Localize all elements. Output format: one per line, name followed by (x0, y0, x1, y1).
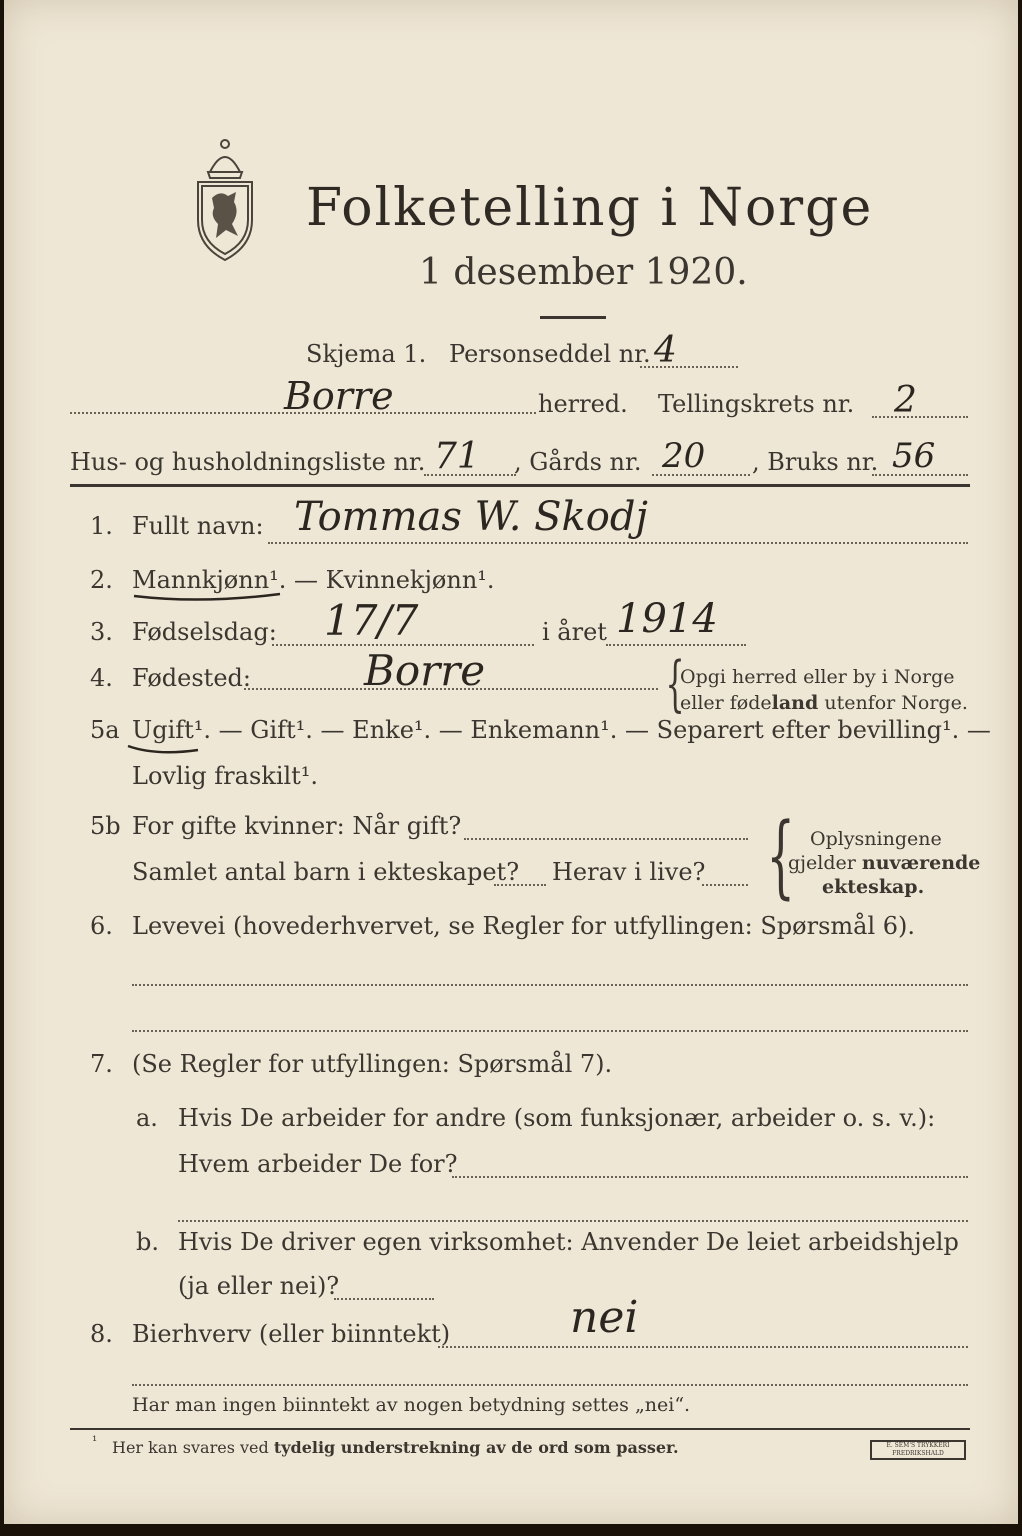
q5b-note3: ekteskap. (822, 876, 925, 898)
q5b-line2a: Samlet antal barn i ekteskapet? (132, 858, 520, 886)
q3-year-line (606, 644, 746, 646)
tellingskrets-value[interactable]: 2 (894, 380, 917, 421)
q7b-line2: (ja eller nei)? (178, 1272, 340, 1300)
q4-label: Fødested: (132, 664, 251, 692)
q8-line (438, 1346, 968, 1348)
q5b-line1: For gifte kvinner: Når gift? (132, 812, 462, 840)
q4-note-line1: Opgi herred eller by i Norge (680, 666, 955, 688)
q5a-underline-mark (126, 742, 200, 756)
q3-label: Fødselsdag: (132, 618, 277, 646)
printer-stamp: E. SEM'S TRYKKERI FREDRIKSHALD (870, 1440, 966, 1460)
q5b-alive-line (702, 884, 748, 886)
footer-note: Har man ingen biinntekt av nogen betydning settes „nei“. (132, 1394, 691, 1416)
q8-number: 8. (90, 1320, 113, 1348)
q5b-number: 5b (90, 812, 121, 840)
q8-label: Bierhverv (eller biinntekt) (132, 1320, 451, 1348)
q4-number: 4. (90, 664, 113, 692)
q5b-note1: Oplysningene (810, 828, 942, 850)
bruks-value[interactable]: 56 (892, 436, 936, 476)
q5b-brace: { (766, 804, 795, 909)
footnote-text: Her kan svares ved tydelig understrekning av de ord som passer. (112, 1438, 679, 1457)
q7a-line (452, 1176, 968, 1178)
q2-number: 2. (90, 566, 113, 594)
q7b-line1: Hvis De driver egen virksomhet: Anvender De leiet arbeidshjelp (178, 1228, 959, 1256)
personseddel-label: Personseddel nr. (449, 340, 651, 368)
husholdningsliste-label: Hus- og husholdningsliste nr. (70, 448, 426, 476)
herred-label: herred. (538, 390, 628, 418)
q6-label: Levevei (hovederhvervet, se Regler for utfyllingen: Spørsmål 6). (132, 912, 916, 940)
header-rule (70, 484, 970, 487)
q4-value[interactable]: Borre (364, 646, 486, 695)
tellingskrets-label: Tellingskrets nr. (658, 390, 855, 418)
q6-number: 6. (90, 912, 113, 940)
q6-line2 (132, 1030, 968, 1032)
q8-value[interactable]: nei (570, 1292, 639, 1343)
q2-underline-mark (132, 590, 282, 604)
herred-value[interactable]: Borre (284, 374, 394, 418)
q5a-number: 5a (90, 716, 120, 744)
q1-label: Fullt navn: (132, 512, 264, 540)
bruks-label: , Bruks nr. (752, 448, 879, 476)
footnote-mark: ¹ (92, 1434, 98, 1449)
q7-label: (Se Regler for utfyllingen: Spørsmål 7). (132, 1050, 613, 1078)
q3-year-value[interactable]: 1914 (616, 596, 718, 642)
q7b-line (334, 1298, 434, 1300)
q5b-line2b: Herav i live? (552, 858, 706, 886)
q5b-married-line (464, 838, 748, 840)
skjema-label: Skjema 1. (306, 340, 427, 368)
census-form-sheet (4, 0, 1018, 1524)
q1-line (268, 542, 968, 544)
form-date: 1 desember 1920. (419, 252, 748, 293)
gards-value[interactable]: 20 (662, 436, 706, 476)
q7-number: 7. (90, 1050, 113, 1078)
tellingskrets-line (872, 416, 968, 418)
q4-note-line2: eller fødeland utenfor Norge. (680, 692, 968, 714)
title-divider (540, 316, 606, 319)
gards-label: , Gårds nr. (514, 448, 642, 476)
q5b-children-line (494, 884, 546, 886)
q5a-line2: Lovlig fraskilt¹. (132, 762, 319, 790)
q6-line1 (132, 984, 968, 986)
q4-brace: { (665, 649, 685, 719)
q1-value[interactable]: Tommas W. Skodj (294, 494, 648, 540)
coat-of-arms-icon (180, 132, 270, 264)
personseddel-value[interactable]: 4 (654, 330, 677, 371)
q7a-extra-line (178, 1220, 968, 1222)
q1-number: 1. (90, 512, 113, 540)
q3-date-value[interactable]: 17/7 (324, 596, 419, 645)
q7a-number: a. (136, 1104, 158, 1132)
q3-number: 3. (90, 618, 113, 646)
q7b-number: b. (136, 1228, 159, 1256)
q7a-line2: Hvem arbeider De for? (178, 1150, 458, 1178)
footer-rule (70, 1428, 970, 1430)
husholdningsliste-value[interactable]: 71 (434, 436, 480, 477)
q2-label: Mannkjønn¹. — Kvinnekjønn¹. (132, 566, 495, 594)
form-title: Folketelling i Norge (306, 178, 874, 238)
q5b-note2: gjelder nuværende (788, 852, 981, 874)
q8-extra-line (132, 1384, 968, 1386)
q3-year-label: i året (542, 618, 607, 646)
q5a-line1: Ugift¹. — Gift¹. — Enke¹. — Enkemann¹. — Separert efter bevilling¹. — (132, 716, 991, 744)
q7a-line1: Hvis De arbeider for andre (som funksjonær, arbeider o. s. v.): (178, 1104, 936, 1132)
